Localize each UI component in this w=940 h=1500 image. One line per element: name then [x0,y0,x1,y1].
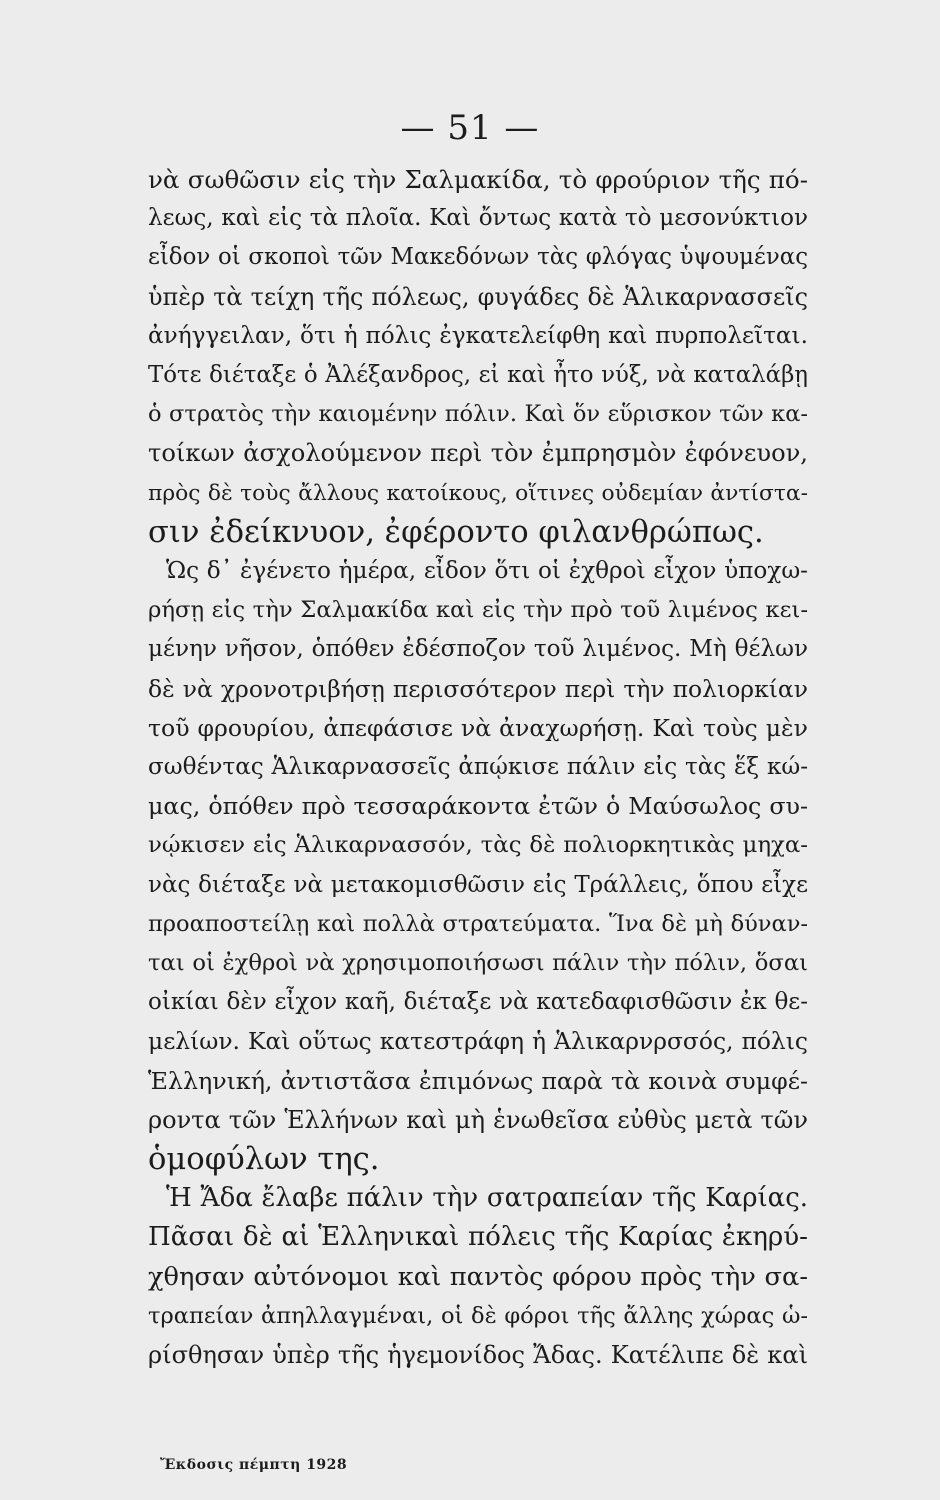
text-line: ὁ στρατὸς τὴν καιομένην πόλιν. Καὶ ὅν εὕρισκον τῶν κα- [148,401,808,428]
text-line: Τότε διέταξε ὁ Ἀλέξανδρος, εἰ καὶ ἦτο νύξ, νὰ καταλάβῃ [148,362,808,389]
page-number: — 51 — [400,108,540,148]
text-line: ὑπὲρ τὰ τείχη τῆς πόλεως, φυγάδες δὲ Ἁλικαρνασσεῖς [148,282,808,311]
text-line: τοίκων ἀσχολούμενον περὶ τὸν ἐμπρησμὸν ἐφόνευον, [148,439,808,468]
text-line: Πᾶσαι δὲ αἱ Ἑλληνικαὶ πόλεις τῆς Καρίας ἐκηρύ- [148,1222,808,1253]
body-text [148,160,808,1375]
text-line: νῴκισεν εἰς Ἁλικαρνασσόν, τὰς δὲ πολιορκητικὰς μηχα- [148,832,808,859]
edition-note: Ἔκδοσις πέμπτη 1928 [160,1457,348,1473]
text-line: ἀνήγγειλαν, ὅτι ἡ πόλις ἐγκατελείφθη καὶ πυρπολεῖται. [148,322,808,349]
text-line: Ἑλληνική, ἀντιστᾶσα ἐπιμόνως παρὰ τὰ κοινὰ συμφέ- [148,1066,808,1095]
text-line: λεως, καὶ εἰς τὰ πλοῖα. Καὶ ὄντως κατὰ τὸ μεσονύκτιον [148,205,808,232]
text-line: ὁμοφύλων της. [148,1142,380,1178]
text-line: νὰς διέταξε νὰ μετακομισθῶσιν εἰς Τράλλεις, ὅπου εἶχε [148,871,808,898]
text-line: τραπείαν ἀπηλλαγμέναι, οἱ δὲ φόροι τῆς ἄλλης χώρας ὡ- [148,1302,808,1329]
text-line: τοῦ φρουρίου, ἀπεφάσισε νὰ ἀναχωρήσῃ. Καὶ τοὺς μὲν [148,713,808,742]
text-line: μας, ὁπόθεν πρὸ τεσσαράκοντα ἐτῶν ὁ Μαύσωλος συ- [148,792,808,821]
text-line: δὲ νὰ χρονοτριβήσῃ περισσότερον περὶ τὴν πολιορκίαν [148,674,808,703]
text-line: Ὡς δ᾽ ἐγένετο ἡμέρα, εἶδον ὅτι οἱ ἐχθροὶ εἶχον ὑποχω- [166,558,808,585]
text-line: ρίσθησαν ὑπὲρ τῆς ἡγεμονίδος Ἄδας. Κατέλιπε δὲ καὶ [148,1341,808,1370]
text-line: προαποστείλῃ καὶ πολλὰ στρατεύματα. Ἵνα δὲ μὴ δύναν- [148,910,808,937]
text-line: νὰ σωθῶσιν εἰς τὴν Σαλμακίδα, τὸ φρούριον τῆς πό- [148,165,808,194]
text-line: ται οἱ ἐχθροὶ νὰ χρησιμοποιήσωσι πάλιν τὴν πόλιν, ὅσαι [148,950,808,977]
text-line: ρήσῃ εἰς τὴν Σαλμακίδα καὶ εἰς τὴν πρὸ τοῦ λιμένος κει- [148,597,808,624]
text-line: εἶδον οἱ σκοποὶ τῶν Μακεδόνων τὰς φλόγας ὑψουμένας [148,244,808,271]
text-line: πρὸς δὲ τοὺς ἄλλους κατοίκους, οἵτινες οὐδεμίαν ἀντίστα- [148,480,808,506]
text-line: οἰκίαι δὲν εἶχον καῆ, διέταξε νὰ κατεδαφισθῶσιν ἐκ θε- [148,989,808,1016]
text-line: σωθέντας Ἁλικαρνασσεῖς ἀπῴκισε πάλιν εἰς τὰς ἕξ κώ- [148,754,808,781]
text-line: μελίων. Καὶ οὕτως κατεστράφη ἡ Ἁλικαρνρσσός, πόλις [148,1027,808,1056]
text-line: χθησαν αὐτόνομοι καὶ παντὸς φόρου πρὸς τὴν σα- [148,1261,808,1292]
text-line: Ἡ Ἄδα ἔλαβε πάλιν τὴν σατραπείαν τῆς Καρίας. [166,1183,808,1214]
text-line: ροντα τῶν Ἑλλήνων καὶ μὴ ἑνωθεῖσα εὐθὺς μετὰ τῶν [148,1105,808,1134]
text-line: σιν ἐδείκνυον, ἐφέροντο φιλανθρώπως. [148,514,764,550]
text-line: μένην νῆσον, ὁπόθεν ἐδέσποζον τοῦ λιμένος. Μὴ θέλων [148,636,808,663]
